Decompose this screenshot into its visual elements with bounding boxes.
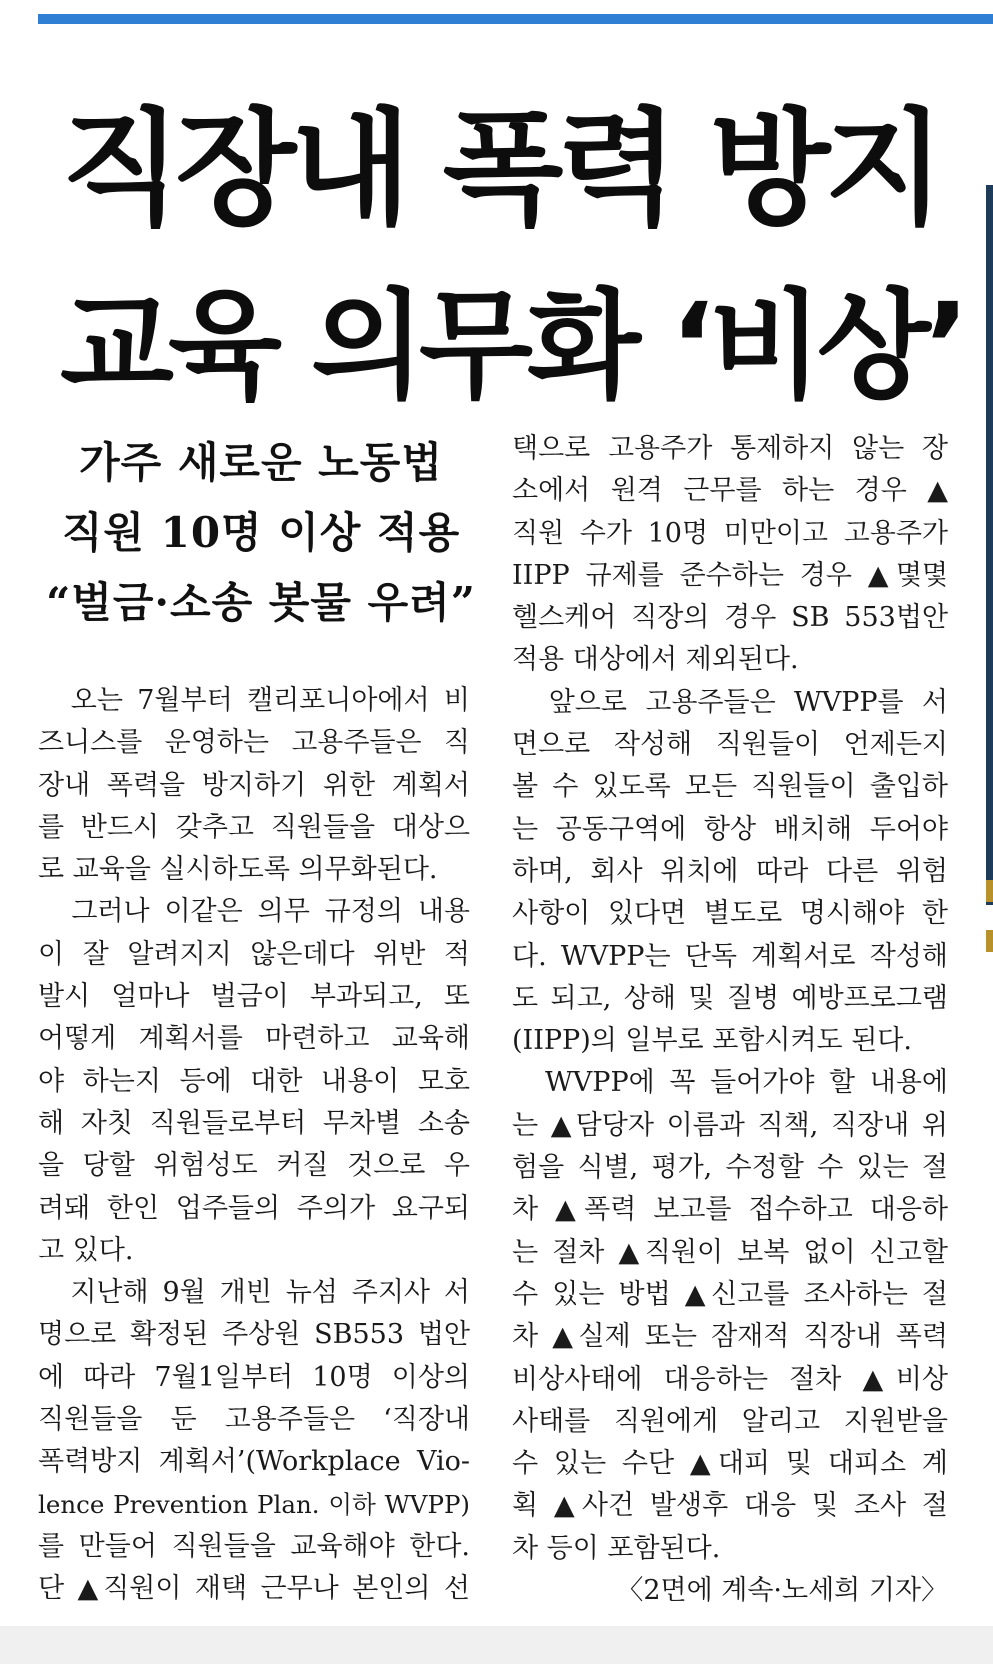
body-line: 하며, 회사 위치에 따라 다른 위험: [512, 855, 948, 887]
body-line: 직원들을 둔 고용주들은 ‘직장내: [38, 1404, 470, 1436]
body-line: 적용 대상에서 제외된다.: [512, 644, 799, 676]
body-line: 어떻게 계획서를 마련하고 교육해: [38, 1023, 470, 1055]
body-line: 다. WVPP는 단독 계획서로 작성해: [512, 940, 948, 972]
body-line: 헬스케어 직장의 경우 SB 553법안: [512, 602, 948, 634]
body-line: 볼 수 있도록 모든 직원들이 출입하: [512, 771, 948, 803]
body-line: 장내 폭력을 방지하기 위한 계획서: [38, 769, 470, 801]
body-line: 는 ▲담당자 이름과 직책, 직장내 위: [512, 1109, 948, 1141]
body-line: 사항이 있다면 별도로 명시해야 한: [512, 898, 948, 930]
body-line: 을 당할 위험성도 커질 것으로 우: [38, 1150, 470, 1182]
article-body-right-column: [512, 428, 948, 1612]
body-line: 험을 식별, 평가, 수정할 수 있는 절: [512, 1152, 948, 1184]
body-line: (IIPP)의 일부로 포함시켜도 된다.: [512, 1025, 912, 1057]
body-line: 해 자칫 직원들로부터 무차별 소송: [38, 1107, 470, 1139]
body-line: 는 공동구역에 항상 배치해 두어야: [512, 813, 948, 845]
adjacent-page-mark: [986, 880, 993, 902]
masthead-rule: [38, 14, 993, 24]
body-line: 그러나 이같은 의무 규정의 내용: [38, 896, 470, 928]
body-line: 차 등이 포함된다.: [512, 1532, 721, 1564]
body-line: 앞으로 고용주들은 WVPP를 서: [512, 686, 948, 718]
headline-line-2: 교육 의무화 ‘비상’: [60, 277, 964, 415]
body-line: 수 있는 수단 ▲대피 및 대피소 계: [512, 1448, 948, 1480]
body-line: 에 따라 7월1일부터 10명 이상의: [38, 1361, 470, 1393]
body-line: 지난해 9월 개빈 뉴섬 주지사 서: [38, 1277, 470, 1309]
subheadline-line-3: “벌금·소송 봇물 우려”: [46, 578, 476, 627]
subheadline-line-1: 가주 새로운 노동법: [79, 438, 443, 487]
body-line: 획 ▲사건 발생후 대응 및 조사 절: [512, 1490, 948, 1522]
body-line: 직원 수가 10명 미만이고 고용주가: [512, 517, 948, 549]
body-line: 사태를 직원에게 알리고 지원받을: [512, 1405, 948, 1437]
body-line: 소에서 원격 근무를 하는 경우 ▲: [512, 475, 948, 507]
body-line: 비상사태에 대응하는 절차 ▲비상: [512, 1363, 948, 1395]
adjacent-page-edge: [986, 185, 993, 905]
byline: 〈2면에 계속·노세희 기자〉: [616, 1575, 948, 1607]
subheadline: [46, 428, 476, 638]
page-bottom-margin: [0, 1626, 993, 1664]
body-line: 고 있다.: [38, 1234, 134, 1266]
body-line: 명으로 확정된 주상원 SB553 법안: [38, 1319, 470, 1351]
adjacent-page-mark: [986, 930, 993, 952]
body-line: 단 ▲직원이 재택 근무나 본인의 선: [38, 1573, 470, 1605]
body-line: WVPP에 꼭 들어가야 할 내용에: [512, 1067, 948, 1099]
body-line: 오는 7월부터 캘리포니아에서 비: [38, 685, 470, 716]
body-line: 야 하는지 등에 대한 내용이 모호: [38, 1065, 470, 1097]
body-line: 발시 얼마나 벌금이 부과되고, 또: [38, 981, 470, 1013]
body-line: 는 절차 ▲직원이 보복 없이 신고할: [512, 1236, 948, 1268]
body-line: 폭력방지 계획서’(Workplace Vio-: [38, 1446, 470, 1478]
headline: [60, 82, 964, 434]
body-line: 를 만들어 직원들을 교육해야 한다.: [38, 1530, 470, 1562]
body-line: 수 있는 방법 ▲신고를 조사하는 절: [512, 1278, 948, 1310]
body-line: 이 잘 알려지지 않은데다 위반 적: [38, 938, 470, 970]
body-line: lence Prevention Plan. 이하 WVPP): [38, 1489, 470, 1519]
body-line: 차 ▲폭력 보고를 접수하고 대응하: [512, 1194, 948, 1226]
body-line: 차 ▲실제 또는 잠재적 직장내 폭력: [512, 1321, 948, 1353]
headline-line-1: 직장내 폭력 방지: [60, 97, 940, 242]
body-line: 를 반드시 갖추고 직원들을 대상으: [38, 811, 470, 843]
body-line: 즈니스를 운영하는 고용주들은 직: [38, 727, 470, 759]
body-line: 로 교육을 실시하도록 의무화된다.: [38, 854, 438, 886]
body-line: 택으로 고용주가 통제하지 않는 장: [512, 433, 948, 464]
body-line: IIPP 규제를 준수하는 경우 ▲몇몇: [512, 559, 948, 591]
body-line: 도 되고, 상해 및 질병 예방프로그램: [512, 982, 948, 1014]
body-line: 려돼 한인 업주들의 주의가 요구되: [38, 1192, 470, 1224]
body-line: 면으로 작성해 직원들이 언제든지: [512, 729, 948, 761]
article-body-left-column: [38, 680, 470, 1611]
subheadline-line-2: 직원 10명 이상 적용: [61, 508, 461, 557]
